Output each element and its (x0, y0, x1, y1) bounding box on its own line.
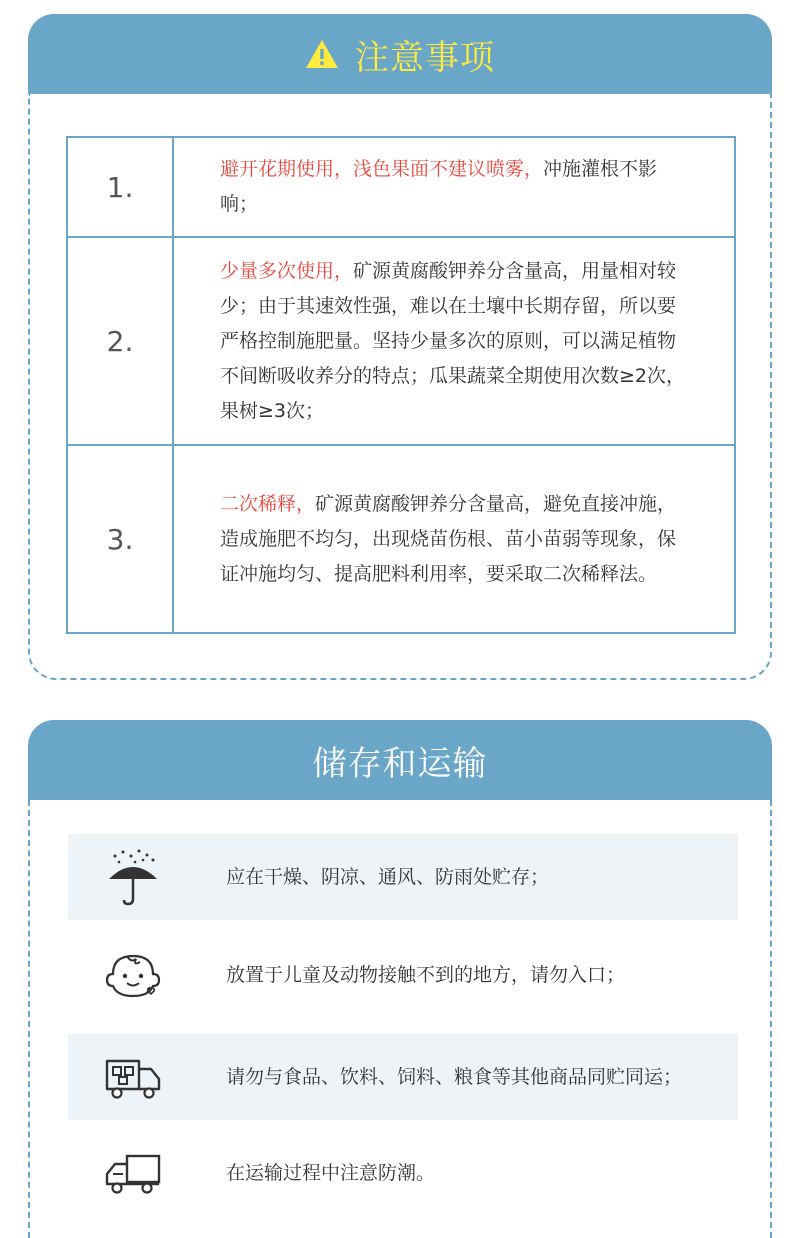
storage-item (68, 1130, 738, 1216)
notice-number: 1. (67, 137, 173, 237)
notice-highlight: 避开花期使用，浅色果面不建议喷雾， (220, 158, 544, 180)
delivery-truck-icon (103, 1150, 163, 1196)
notice-number: 2. (67, 237, 173, 445)
notice-highlight: 少量多次使用， (220, 259, 354, 282)
grocery-truck-icon (103, 1053, 163, 1101)
storage-text: 请勿与食品、饮料、饲料、粮食等其他商品同贮同运； (226, 1066, 683, 1088)
notice-text (173, 137, 735, 237)
notice-title: 注意事项 (355, 37, 495, 78)
notice-body (28, 94, 772, 680)
storage-body (28, 800, 772, 1238)
notice-highlight: 二次稀释， (220, 492, 316, 515)
warning-icon (305, 39, 339, 69)
notice-number: 3. (67, 445, 173, 633)
storage-text: 放置于儿童及动物接触不到的地方，请勿入口； (226, 964, 626, 986)
storage-text: 应在干燥、阴凉、通风、防雨处贮存； (226, 866, 550, 888)
storage-header (28, 720, 772, 800)
notice-text (173, 237, 735, 445)
notice-detail: 矿源黄腐酸钾养分含量高，用量相对较少；由于其速效性强，难以在土壤中长期存留，所以要严格控制施肥量。坚持少量多次的原则，可以满足植物不间断吸收养分的特点；瓜果蔬菜全期使用次数≥2次，果树≥3次； (220, 259, 686, 422)
notice-row (67, 137, 735, 237)
notice-header (28, 14, 772, 94)
notice-detail: 矿源黄腐酸钾养分含量高，避免直接冲施，造成施肥不均匀，出现烧苗伤根、苗小苗弱等现象，保证冲施均匀、提高肥料利用率，要采取二次稀释法。 (220, 492, 677, 585)
child-face-icon (103, 950, 163, 1000)
notice-row (67, 445, 735, 633)
storage-title: 储存和运输 (312, 743, 488, 784)
notice-text (173, 445, 735, 633)
notice-table (66, 136, 736, 634)
storage-item (68, 834, 738, 920)
storage-text: 在运输过程中注意防潮。 (226, 1162, 436, 1184)
storage-item (68, 932, 738, 1018)
notice-row (67, 237, 735, 445)
notice-panel (28, 14, 772, 680)
storage-item (68, 1034, 738, 1120)
umbrella-rain-icon (105, 847, 161, 907)
notice-detail: 冲施灌根不影响； (220, 158, 658, 215)
storage-panel (28, 720, 772, 1238)
